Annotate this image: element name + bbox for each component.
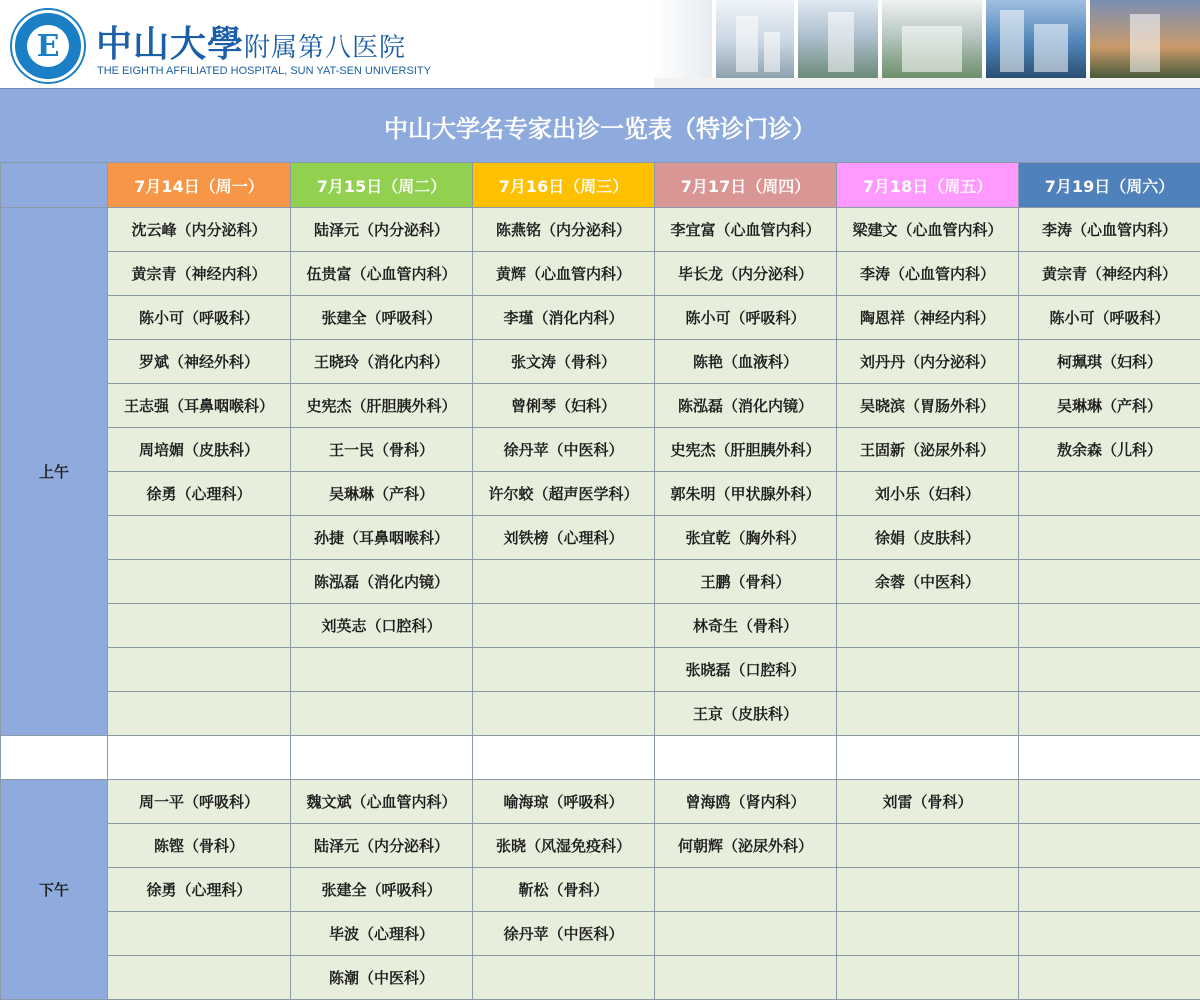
doctor-cell: 陈艳（血液科） — [655, 340, 837, 384]
doctor-cell: 张建全（呼吸科） — [291, 296, 473, 340]
doctor-cell: 余蓉（中医科） — [837, 560, 1019, 604]
schedule-row — [1, 340, 1200, 384]
doctor-cell — [837, 912, 1019, 956]
doctor-cell — [473, 648, 655, 692]
doctor-cell — [837, 868, 1019, 912]
schedule-row — [1, 208, 1200, 252]
doctor-cell: 陈铿（骨科） — [108, 824, 291, 868]
doctor-cell — [108, 648, 291, 692]
doctor-cell: 陈小可（呼吸科） — [108, 296, 291, 340]
schedule-row — [1, 912, 1200, 956]
doctor-cell — [1019, 560, 1200, 604]
doctor-cell: 徐勇（心理科） — [108, 472, 291, 516]
building-photo — [654, 0, 712, 78]
doctor-cell: 刘丹丹（内分泌科） — [837, 340, 1019, 384]
doctor-cell — [1019, 472, 1200, 516]
doctor-cell: 伍贵富（心血管内科） — [291, 252, 473, 296]
doctor-cell — [108, 912, 291, 956]
schedule-row — [1, 692, 1200, 736]
schedule-row — [1, 428, 1200, 472]
doctor-cell: 喻海琼（呼吸科） — [473, 780, 655, 824]
building-photo-strip — [654, 0, 1200, 88]
doctor-cell — [1019, 912, 1200, 956]
doctor-cell: 史宪杰（肝胆胰外科） — [655, 428, 837, 472]
schedule-row — [1, 296, 1200, 340]
doctor-cell: 梁建文（心血管内科） — [837, 208, 1019, 252]
doctor-cell: 刘英志（口腔科） — [291, 604, 473, 648]
doctor-cell — [108, 692, 291, 736]
hospital-logo — [12, 10, 84, 82]
doctor-cell — [837, 604, 1019, 648]
building-photo — [882, 0, 982, 78]
doctor-cell: 黄宗青（神经内科） — [1019, 252, 1200, 296]
schedule-row — [1, 780, 1200, 824]
hospital-english-name: THE EIGHTH AFFILIATED HOSPITAL, SUN YAT-SEN UNIVERSITY — [97, 65, 431, 77]
building-photo — [798, 0, 878, 78]
doctor-cell — [291, 648, 473, 692]
hospital-name-main: 中山大學 — [96, 23, 244, 65]
afternoon-section — [1, 780, 1200, 1000]
doctor-cell: 刘雷（骨科） — [837, 780, 1019, 824]
corner-cell — [1, 163, 108, 208]
session-label: 下午 — [1, 780, 108, 1000]
doctor-cell — [1019, 692, 1200, 736]
doctor-cell: 周一平（呼吸科） — [108, 780, 291, 824]
hospital-name-sub: 附属第八医院 — [244, 33, 406, 63]
doctor-cell: 黄辉（心血管内科） — [473, 252, 655, 296]
doctor-cell: 魏文斌（心血管内科） — [291, 780, 473, 824]
doctor-cell: 柯珮琪（妇科） — [1019, 340, 1200, 384]
session-gap — [1, 736, 1200, 780]
doctor-cell — [837, 692, 1019, 736]
doctor-cell — [1019, 868, 1200, 912]
doctor-cell: 陈泓磊（消化内镜） — [655, 384, 837, 428]
doctor-cell — [1019, 604, 1200, 648]
doctor-cell: 刘小乐（妇科） — [837, 472, 1019, 516]
title-bar — [0, 88, 1200, 162]
doctor-cell: 何朝辉（泌尿外科） — [655, 824, 837, 868]
doctor-cell — [837, 648, 1019, 692]
schedule-row — [1, 604, 1200, 648]
doctor-cell: 刘铁榜（心理科） — [473, 516, 655, 560]
schedule-row — [1, 472, 1200, 516]
doctor-cell: 徐丹苹（中医科） — [473, 428, 655, 472]
doctor-cell — [473, 560, 655, 604]
doctor-cell — [1019, 516, 1200, 560]
doctor-cell: 靳松（骨科） — [473, 868, 655, 912]
schedule-title: 中山大学名专家出诊一览表（特诊门诊） — [0, 109, 1200, 144]
doctor-cell: 李瑾（消化内科） — [473, 296, 655, 340]
doctor-cell: 毕长龙（内分泌科） — [655, 252, 837, 296]
doctor-cell — [108, 516, 291, 560]
doctor-cell: 李涛（心血管内科） — [1019, 208, 1200, 252]
session-label: 上午 — [1, 208, 108, 736]
doctor-cell: 沈云峰（内分泌科） — [108, 208, 291, 252]
doctor-cell: 罗斌（神经外科） — [108, 340, 291, 384]
day-header: 7月15日（周二） — [291, 163, 473, 208]
doctor-cell: 郭朱明（甲状腺外科） — [655, 472, 837, 516]
doctor-cell: 徐勇（心理科） — [108, 868, 291, 912]
doctor-cell: 李宜富（心血管内科） — [655, 208, 837, 252]
doctor-cell: 陆泽元（内分泌科） — [291, 208, 473, 252]
doctor-cell — [837, 824, 1019, 868]
doctor-cell: 吴琳琳（产科） — [1019, 384, 1200, 428]
doctor-cell: 陈潮（中医科） — [291, 956, 473, 1000]
doctor-cell: 毕波（心理科） — [291, 912, 473, 956]
logo-letter: E — [27, 29, 69, 64]
doctor-cell: 王鹏（骨科） — [655, 560, 837, 604]
doctor-cell: 吴晓滨（胃肠外科） — [837, 384, 1019, 428]
building-photo — [986, 0, 1086, 78]
doctor-cell: 王京（皮肤科） — [655, 692, 837, 736]
schedule-row — [1, 560, 1200, 604]
building-photo — [716, 0, 794, 78]
hospital-name — [96, 16, 406, 67]
expert-schedule-table — [0, 162, 1200, 1000]
doctor-cell: 许尔蛟（超声医学科） — [473, 472, 655, 516]
doctor-cell: 陶恩祥（神经内科） — [837, 296, 1019, 340]
day-header: 7月19日（周六） — [1019, 163, 1200, 208]
doctor-cell: 张文涛（骨科） — [473, 340, 655, 384]
schedule-row — [1, 648, 1200, 692]
doctor-cell — [655, 912, 837, 956]
doctor-cell: 张晓磊（口腔科） — [655, 648, 837, 692]
doctor-cell: 张晓（风湿免疫科） — [473, 824, 655, 868]
schedule-row — [1, 384, 1200, 428]
doctor-cell: 周培媚（皮肤科） — [108, 428, 291, 472]
doctor-cell — [655, 868, 837, 912]
doctor-cell: 张建全（呼吸科） — [291, 868, 473, 912]
doctor-cell — [1019, 824, 1200, 868]
doctor-cell: 陈小可（呼吸科） — [1019, 296, 1200, 340]
hospital-header — [0, 0, 1200, 88]
doctor-cell — [108, 560, 291, 604]
doctor-cell: 曾俐琴（妇科） — [473, 384, 655, 428]
schedule-row — [1, 868, 1200, 912]
doctor-cell: 敖余森（儿科） — [1019, 428, 1200, 472]
doctor-cell: 王晓玲（消化内科） — [291, 340, 473, 384]
doctor-cell: 王一民（骨科） — [291, 428, 473, 472]
doctor-cell: 陈泓磊（消化内镜） — [291, 560, 473, 604]
doctor-cell: 王固新（泌尿外科） — [837, 428, 1019, 472]
schedule-row — [1, 252, 1200, 296]
doctor-cell: 黄宗青（神经内科） — [108, 252, 291, 296]
doctor-cell — [291, 692, 473, 736]
doctor-cell — [473, 692, 655, 736]
doctor-cell: 李涛（心血管内科） — [837, 252, 1019, 296]
schedule-row — [1, 824, 1200, 868]
day-header: 7月16日（周三） — [473, 163, 655, 208]
doctor-cell — [1019, 780, 1200, 824]
doctor-cell: 王志强（耳鼻咽喉科） — [108, 384, 291, 428]
schedule-row — [1, 516, 1200, 560]
doctor-cell: 孙捷（耳鼻咽喉科） — [291, 516, 473, 560]
doctor-cell: 张宜乾（胸外科） — [655, 516, 837, 560]
doctor-cell: 陈燕铭（内分泌科） — [473, 208, 655, 252]
doctor-cell — [473, 604, 655, 648]
day-header: 7月17日（周四） — [655, 163, 837, 208]
doctor-cell — [108, 604, 291, 648]
doctor-cell: 陈小可（呼吸科） — [655, 296, 837, 340]
doctor-cell: 徐丹苹（中医科） — [473, 912, 655, 956]
doctor-cell: 吴琳琳（产科） — [291, 472, 473, 516]
doctor-cell: 陆泽元（内分泌科） — [291, 824, 473, 868]
doctor-cell: 曾海鸥（肾内科） — [655, 780, 837, 824]
day-header: 7月14日（周一） — [108, 163, 291, 208]
day-header-row — [1, 163, 1200, 208]
doctor-cell: 史宪杰（肝胆胰外科） — [291, 384, 473, 428]
building-photo — [1090, 0, 1200, 78]
day-header: 7月18日（周五） — [837, 163, 1019, 208]
doctor-cell: 徐娟（皮肤科） — [837, 516, 1019, 560]
doctor-cell: 林奇生（骨科） — [655, 604, 837, 648]
morning-section — [1, 208, 1200, 736]
doctor-cell — [1019, 648, 1200, 692]
